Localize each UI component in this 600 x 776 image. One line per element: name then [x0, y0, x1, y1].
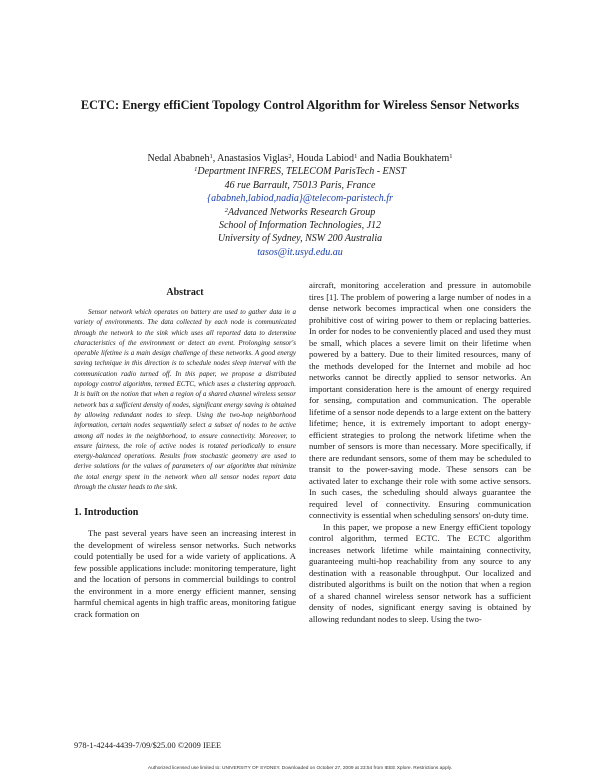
author-superscript: 1 [449, 153, 453, 160]
left-column [74, 287, 296, 620]
abstract-heading: Abstract [166, 287, 204, 298]
body-paragraph: aircraft, monitoring acceleration and pressure in automobile tires [1]. The problem of powering a large number of nodes in a dense network becomes impractical when one considers the prohibitive cost of wiring power to them or replacing batteries. In order for nodes to be conveniently placed and used they must be small, which places a severe limit on their lifetime when powered by a battery. Due to their limited resources, many of the methods developed for the Internet and mobile ad hoc networks cannot be directly applied to sensor networks. An important consideration here is the amount of energy required for sensing, computation and communication. The operable lifetime of a sensor node depends to a large extent on the battery lifetime; hence, it is extremely important to adopt energy-efficient strategies to prolong the network lifetime when the number of sensors is more than necessary. More specifically, if there are redundant sensors, some of them may be scheduled to transit to the power-saving mode. These sensors can be activated later to exchange their role with some active sensors. In such cases, the scheduling should always guarantee the required level of connectivity. Ensuring communication connectivity is essential when scheduling sensors' on-duty time. [309, 280, 531, 520]
author-names [90, 152, 510, 165]
abstract-text: Sensor network which operates on battery are used to gather data in a variety of environments. The data collected by each node is communicated through the network to the sink which uses all reported data to determine characteristics of the environment or detect an event. Prolonging sensor's operable lifetime is a main design challenge of these networks. A good energy saving technique in this direction is to schedule nodes sleep interval with the communication radio turned off. In this paper, we propose a distributed topology control algorithm, termed ECTC, which uses a clustering approach. It is built on the notion that when a region of a shared channel wireless sensor network has a sufficient density of nodes, significant energy saving is obtained by allowing redundant nodes to sleep. Using the two-hop neighborhood information, certain nodes sequentially select a subset of nodes to be active among all nodes in the neighborhood, to ensure connectivity. Moreover, to ensure fairness, the role of active nodes is rotated periodically to ensure energy-balanced operations. Results from stochastic geometry are used to derive solutions for the values of parameters of our algorithm that minimize the total energy spent in the network when all sensor nodes report data through the cluster heads to the sink. [74, 308, 296, 492]
affiliation-2-school: School of Information Technologies, J12 [218, 220, 382, 232]
affiliation-2 [90, 206, 510, 219]
affiliation-1-name: Department INFRES, TELECOM ParisTech - ENST [197, 166, 406, 178]
copyright-line: 978-1-4244-4439-7/09/$25.00 ©2009 IEEE [74, 741, 222, 750]
author-superscript: 2 [288, 153, 292, 160]
affiliation-2-email[interactable]: tasos@it.usyd.edu.au [257, 246, 343, 258]
author-name: and Nadia Boukhatem [357, 153, 450, 164]
license-footer: Authorized licensed use limited to: UNIVERSITY OF SYDNEY. Downloaded on October 27, 2009 at 23:54 from IEEE Xplore. Restrictions apply. [147, 766, 453, 771]
affiliation-superscript: 1 [194, 166, 198, 174]
affiliation-superscript: 2 [224, 206, 228, 214]
right-column [309, 280, 531, 625]
author-superscript: 1 [354, 153, 358, 160]
author-name: , Anastasios Viglas [212, 153, 289, 164]
affiliation-1-address: 46 rue Barrault, 75013 Paris, France [224, 179, 376, 191]
author-name: Nedal Ababneh [147, 153, 210, 164]
affiliation-1-email[interactable]: {ababneh,labiod,nadia}@telecom-paristech.fr [207, 193, 393, 205]
body-paragraph: In this paper, we propose a new Energy effiCient topology control algorithm, termed ECTC. The ECTC algorithm increases network lifetime while maintaining connectivity, guaranteeing multi-hop reachability from any source to any destination with a reasonable throughput. Our localized and distributed algorithms is built on the notion that when a region of a shared channel wireless sensor network has a sufficient density of nodes, significant energy saving is obtained by allowing redundant nodes to sleep. Using the two- [309, 521, 531, 624]
introduction-heading: 1. Introduction [74, 507, 139, 519]
affiliation-2-name: Advanced Networks Research Group [227, 206, 376, 218]
author-name: , Houda Labiod [291, 153, 355, 164]
introduction-paragraph: The past several years have seen an increasing interest in the development of wireless sensor networks. Such networks could potentially be used for a wide variety of applications. A few possible applications include: monitoring temperature, light and the location of persons in commercial buildings to control the environment in a more energy efficient manner, sensing harmful chemical agents in high traffic areas, monitoring fatigue crack formation on [74, 528, 297, 619]
author-block [90, 152, 510, 259]
affiliation-2-university: University of Sydney, NSW 200 Australia [217, 233, 383, 245]
paper-title: ECTC: Energy effiCient Topology Control Algorithm for Wireless Sensor Networks [80, 98, 520, 112]
affiliation-1 [90, 165, 510, 178]
author-superscript: 1 [209, 153, 213, 160]
